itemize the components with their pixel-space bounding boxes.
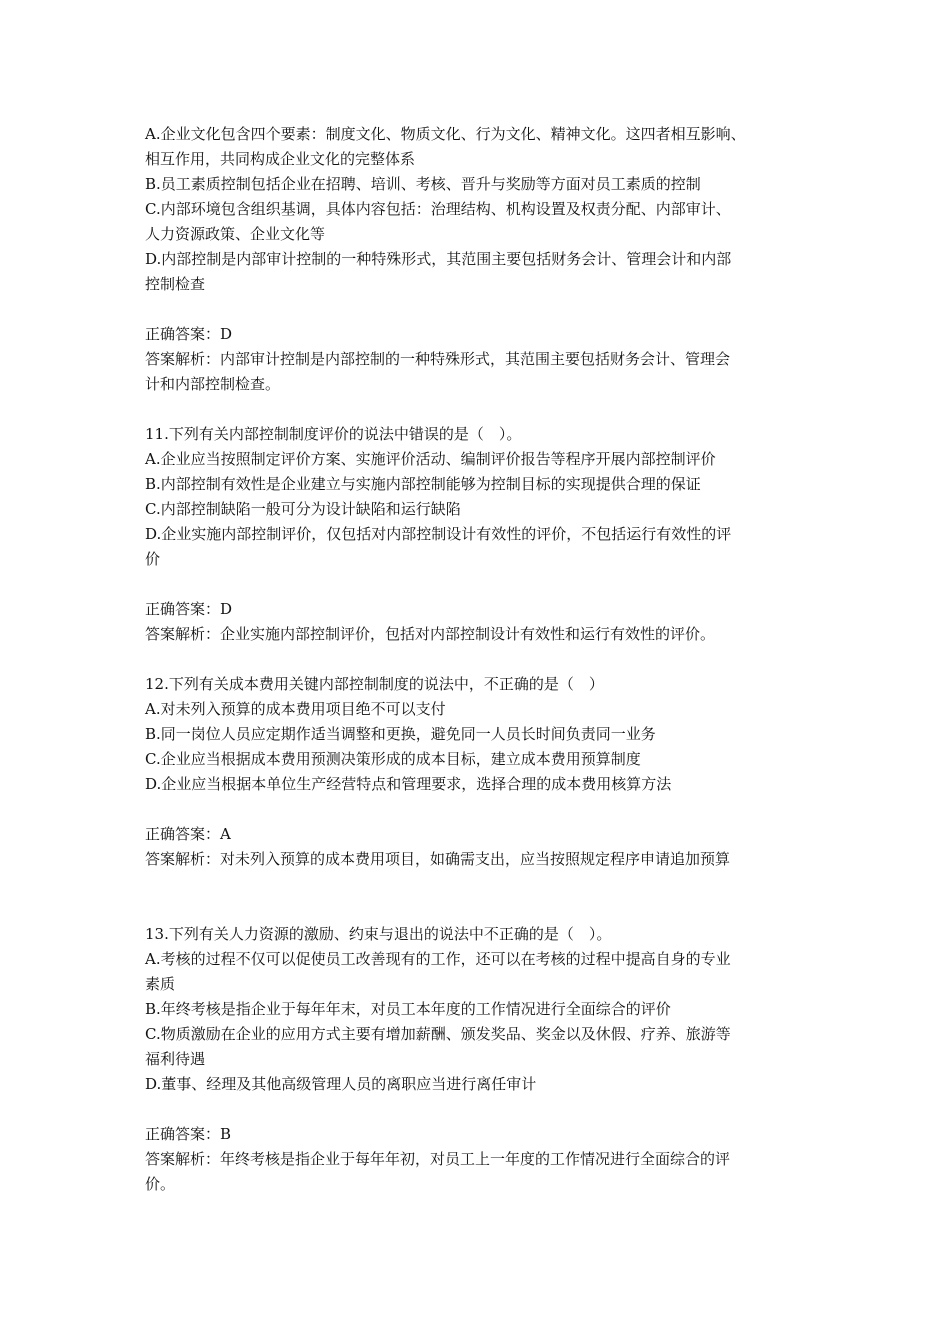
option-line: A.企业文化包含四个要素：制度文化、物质文化、行为文化、精神文化。这四者相互影响、 xyxy=(145,125,746,143)
question-11-block xyxy=(145,422,815,647)
question-text: 11.下列有关内部控制制度评价的说法中错误的是（ ）。 xyxy=(145,425,522,443)
analysis-line: 答案解析：年终考核是指企业于每年年初，对员工上一年度的工作情况进行全面综合的评 xyxy=(145,1150,731,1168)
option-line: D.企业实施内部控制评价，仅包括对内部控制设计有效性的评价，不包括运行有效性的评 xyxy=(145,525,732,543)
spacer xyxy=(145,872,815,922)
option-line: 相互作用，共同构成企业文化的完整体系 xyxy=(145,150,416,168)
spacer xyxy=(145,1097,815,1122)
spacer xyxy=(145,397,815,422)
option-c xyxy=(145,1022,815,1072)
option-c: C.内部控制缺陷一般可分为设计缺陷和运行缺陷 xyxy=(145,500,461,518)
answer-analysis: 答案解析：对未列入预算的成本费用项目，如确需支出，应当按照规定程序申请追加预算 xyxy=(145,850,731,868)
spacer xyxy=(145,297,815,322)
correct-answer: 正确答案：D xyxy=(145,600,233,618)
option-line: A.考核的过程不仅可以促使员工改善现有的工作，还可以在考核的过程中提高自身的专业 xyxy=(145,950,731,968)
option-d xyxy=(145,522,815,572)
answer-analysis xyxy=(145,1147,815,1197)
analysis-line: 答案解析：内部审计控制是内部控制的一种特殊形式，其范围主要包括财务会计、管理会 xyxy=(145,350,731,368)
spacer xyxy=(145,647,815,672)
option-a xyxy=(145,122,815,172)
correct-answer: 正确答案：B xyxy=(145,1125,232,1143)
correct-answer: 正确答案：A xyxy=(145,825,231,843)
option-c xyxy=(145,197,815,247)
option-a: A.对未列入预算的成本费用项目绝不可以支付 xyxy=(145,700,446,718)
option-b: B.同一岗位人员应定期作适当调整和更换，避免同一人员长时间负责同一业务 xyxy=(145,725,656,743)
option-a xyxy=(145,947,815,997)
option-b: B.内部控制有效性是企业建立与实施内部控制能够为控制目标的实现提供合理的保证 xyxy=(145,475,701,493)
question-text: 12.下列有关成本费用关键内部控制制度的说法中，不正确的是（ ） xyxy=(145,675,604,693)
document-page xyxy=(145,122,815,1197)
analysis-line: 价。 xyxy=(145,1175,176,1193)
option-c: C.企业应当根据成本费用预测决策形成的成本目标，建立成本费用预算制度 xyxy=(145,750,641,768)
option-line: 福利待遇 xyxy=(145,1050,206,1068)
option-line: 控制检查 xyxy=(145,275,206,293)
option-d xyxy=(145,247,815,297)
option-line: C.物质激励在企业的应用方式主要有增加薪酬、颁发奖品、奖金以及休假、疗养、旅游等 xyxy=(145,1025,731,1043)
answer-analysis: 答案解析：企业实施内部控制评价，包括对内部控制设计有效性和运行有效性的评价。 xyxy=(145,625,716,643)
analysis-line: 计和内部控制检查。 xyxy=(145,375,281,393)
spacer xyxy=(145,797,815,822)
question-12-block xyxy=(145,672,815,872)
option-line: C.内部环境包含组织基调，具体内容包括：治理结构、机构设置及权责分配、内部审计、 xyxy=(145,200,731,218)
option-d: D.董事、经理及其他高级管理人员的离职应当进行离任审计 xyxy=(145,1075,537,1093)
answer-analysis xyxy=(145,347,815,397)
correct-answer: 正确答案：D xyxy=(145,325,233,343)
option-line: B.员工素质控制包括企业在招聘、培训、考核、晋升与奖励等方面对员工素质的控制 xyxy=(145,175,701,193)
option-line: 素质 xyxy=(145,975,176,993)
option-b: B.年终考核是指企业于每年年末，对员工本年度的工作情况进行全面综合的评价 xyxy=(145,1000,671,1018)
question-13-block xyxy=(145,922,815,1197)
question-text: 13.下列有关人力资源的激励、约束与退出的说法中不正确的是（ ）。 xyxy=(145,925,612,943)
spacer xyxy=(145,572,815,597)
question-10-block xyxy=(145,122,815,397)
option-d: D.企业应当根据本单位生产经营特点和管理要求，选择合理的成本费用核算方法 xyxy=(145,775,672,793)
option-a: A.企业应当按照制定评价方案、实施评价活动、编制评价报告等程序开展内部控制评价 xyxy=(145,450,716,468)
option-line: D.内部控制是内部审计控制的一种特殊形式，其范围主要包括财务会计、管理会计和内部 xyxy=(145,250,732,268)
option-line: 人力资源政策、企业文化等 xyxy=(145,225,326,243)
option-b xyxy=(145,172,815,197)
option-line: 价 xyxy=(145,550,161,568)
